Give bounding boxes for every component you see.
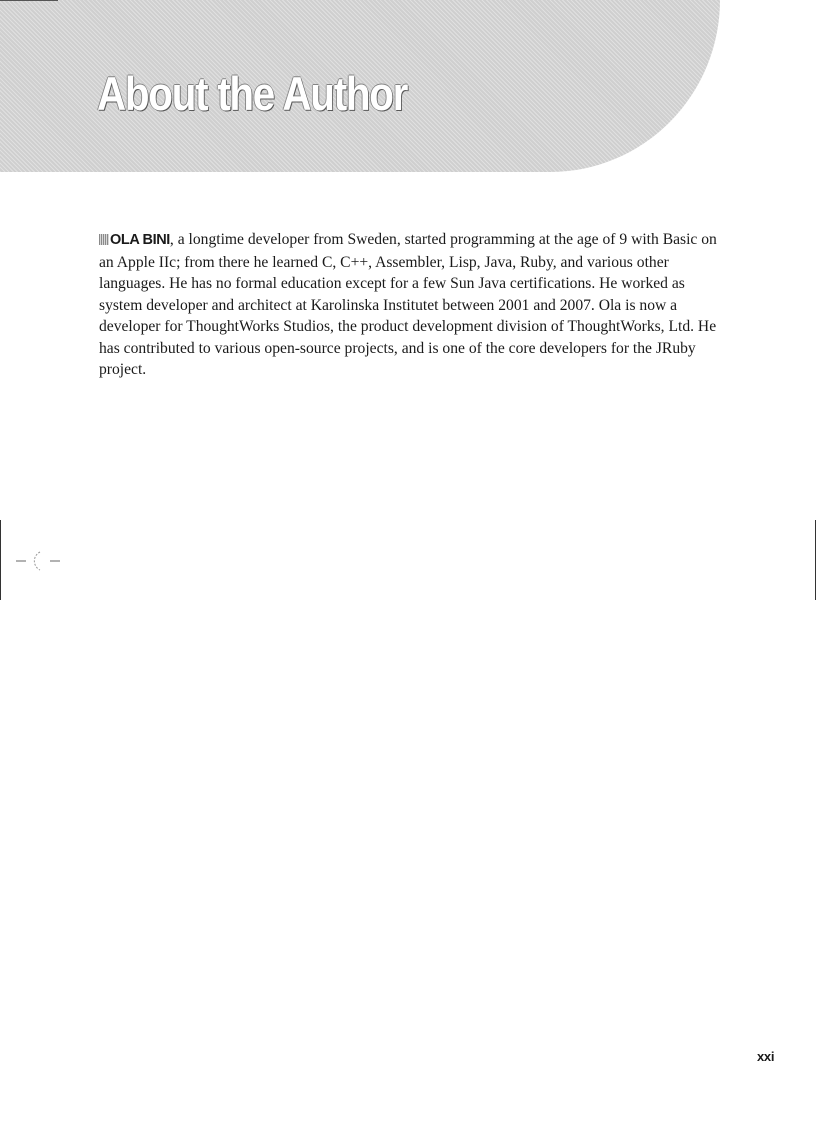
- top-crop-rule: [0, 0, 58, 1]
- author-bio-paragraph: [99, 229, 719, 381]
- left-edge-mark: [0, 520, 1, 600]
- author-bio-text: , a longtime developer from Sweden, started programming at the age of 9 with Basic on an Apple IIc; from there he learned C, C++, Assembler, Lisp, Java, Ruby, and various other languages. He has no formal education except for a few Sun Java certifications. He worked as system developer and architect at Karolinska Institutet between 2001 and 2007. Ola is now a developer for ThoughtWorks Studios, the product development division of ThoughtWorks, Ltd. He has contributed to various open-source projects, and is one of the core developers for the JRuby project.: [99, 231, 717, 378]
- crop-registration-mark-icon: [6, 549, 64, 575]
- chapter-title: About the Author: [97, 67, 408, 120]
- gray-square-bullet-icon: [99, 234, 109, 245]
- author-name: OLA BINI: [110, 232, 170, 248]
- page-number: xxi: [757, 1049, 775, 1064]
